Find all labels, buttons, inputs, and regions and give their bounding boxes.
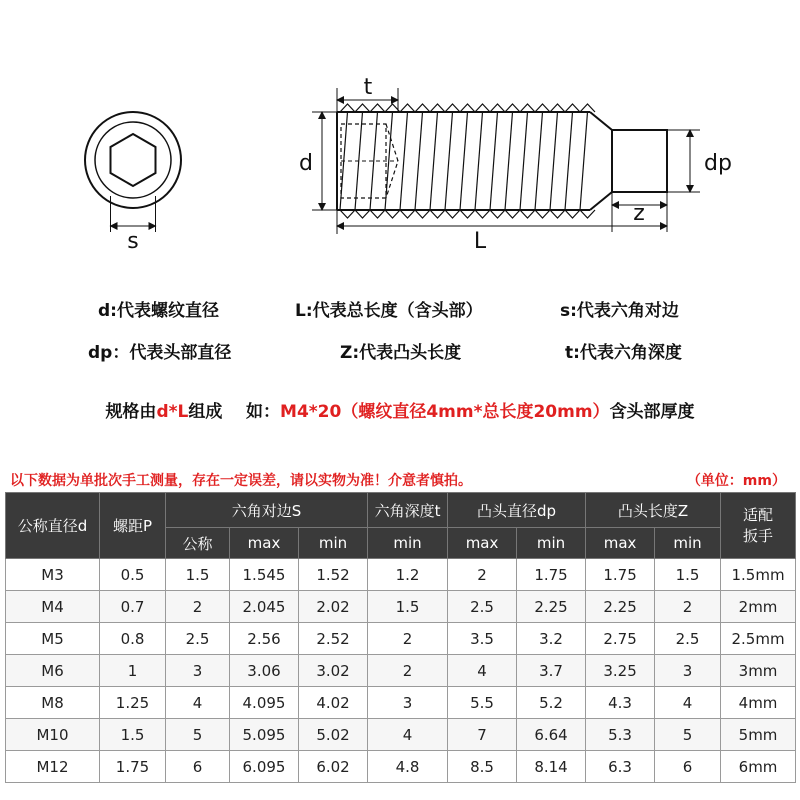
spec-example: M4*20（螺纹直径4mm*总长度20mm） [280, 402, 610, 422]
label-z: z [633, 201, 645, 226]
table-cell: 5.5 [448, 687, 517, 719]
spec-middle: 组成 如： [188, 402, 281, 422]
table-cell: 2 [448, 559, 517, 591]
table-cell: 2.5 [448, 591, 517, 623]
table-cell: 4 [655, 687, 721, 719]
legend-s: s:代表六角对边 [560, 301, 679, 321]
label-t: t [363, 75, 373, 100]
label-dp: dp [704, 151, 732, 176]
table-cell: 4.095 [230, 687, 299, 719]
side-view [299, 75, 732, 254]
header-pitch: 螺距P [100, 493, 166, 559]
spec-table [5, 492, 796, 783]
table-row [6, 655, 796, 687]
hex-socket-shape [111, 134, 156, 186]
table-cell: 1.52 [299, 559, 368, 591]
table-cell: 3.02 [299, 655, 368, 687]
table-cell: 6mm [721, 751, 796, 783]
table-cell: 1.25 [100, 687, 166, 719]
table-cell: 2.5 [655, 623, 721, 655]
table-cell: 2 [166, 591, 230, 623]
table-cell: M12 [6, 751, 100, 783]
table-cell: 2.5mm [721, 623, 796, 655]
subheader-7: min [655, 528, 721, 559]
table-cell: 3 [166, 655, 230, 687]
table-cell: 2.5 [166, 623, 230, 655]
table-cell: 2.25 [517, 591, 586, 623]
table-cell: M6 [6, 655, 100, 687]
set-screw-drawing [0, 0, 800, 270]
table-cell: 1.75 [586, 559, 655, 591]
table-cell: 5 [655, 719, 721, 751]
label-L: L [473, 229, 487, 254]
table-cell: 5.2 [517, 687, 586, 719]
header-hex-depth: 六角深度t [368, 493, 448, 528]
table-cell: 5.3 [586, 719, 655, 751]
table-cell: 3 [368, 687, 448, 719]
spec-formula: d*L [156, 402, 189, 422]
header-hex-across-flats: 六角对边S [166, 493, 368, 528]
table-cell: 6.64 [517, 719, 586, 751]
legend-t: t:代表六角深度 [565, 343, 682, 363]
table-cell: 6 [166, 751, 230, 783]
table-row [6, 559, 796, 591]
table-cell: 6 [655, 751, 721, 783]
table-row [6, 751, 796, 783]
subheader-0: 公称 [166, 528, 230, 559]
table-cell: 4 [166, 687, 230, 719]
table-cell: 3.7 [517, 655, 586, 687]
subheader-4: max [448, 528, 517, 559]
table-cell: 3.06 [230, 655, 299, 687]
table-cell: 1.5 [368, 591, 448, 623]
unit-label: （单位：mm） [686, 473, 786, 489]
table-cell: M10 [6, 719, 100, 751]
table-cell: 3.2 [517, 623, 586, 655]
spec-prefix: 规格由 [105, 402, 157, 422]
table-cell: 1.5mm [721, 559, 796, 591]
subheader-3: min [368, 528, 448, 559]
table-cell: 3 [655, 655, 721, 687]
label-s: s [127, 229, 139, 254]
table-cell: 0.8 [100, 623, 166, 655]
table-row [6, 687, 796, 719]
table-cell: 0.5 [100, 559, 166, 591]
subheader-6: max [586, 528, 655, 559]
table-cell: 2.52 [299, 623, 368, 655]
table-cell: 2 [368, 623, 448, 655]
table-row [6, 719, 796, 751]
table-cell: 2 [655, 591, 721, 623]
table-cell: 2.25 [586, 591, 655, 623]
table-cell: 4.02 [299, 687, 368, 719]
header-dog-point-length: 凸头长度Z [586, 493, 721, 528]
table-cell: 0.7 [100, 591, 166, 623]
table-cell: 8.14 [517, 751, 586, 783]
table-cell: 1.75 [517, 559, 586, 591]
table-cell: 1.545 [230, 559, 299, 591]
table-cell: 2.56 [230, 623, 299, 655]
table-cell: 6.02 [299, 751, 368, 783]
header-nominal-diameter: 公称直径d [6, 493, 100, 559]
table-cell: 6.3 [586, 751, 655, 783]
table-cell: 8.5 [448, 751, 517, 783]
table-cell: M8 [6, 687, 100, 719]
spec-suffix: 含头部厚度 [609, 402, 695, 422]
table-row [6, 591, 796, 623]
table-cell: M3 [6, 559, 100, 591]
end-view [85, 112, 181, 254]
table-cell: 4 [368, 719, 448, 751]
table-cell: 1.5 [100, 719, 166, 751]
table-cell: 7 [448, 719, 517, 751]
table-cell: 4 [448, 655, 517, 687]
table-cell: M4 [6, 591, 100, 623]
table-cell: M5 [6, 623, 100, 655]
subheader-1: max [230, 528, 299, 559]
header-dog-point-diameter: 凸头直径dp [448, 493, 586, 528]
subheader-5: min [517, 528, 586, 559]
header-wrench: 适配扳手 [721, 493, 796, 559]
table-cell: 5mm [721, 719, 796, 751]
table-cell: 2.02 [299, 591, 368, 623]
label-d: d [299, 151, 313, 176]
table-cell: 1.75 [100, 751, 166, 783]
spec-line [0, 397, 800, 422]
table-cell: 1 [100, 655, 166, 687]
subheader-2: min [299, 528, 368, 559]
table-cell: 2mm [721, 591, 796, 623]
table-cell: 3mm [721, 655, 796, 687]
legend-L: L:代表总长度（含头部） [295, 301, 483, 321]
table-cell: 2 [368, 655, 448, 687]
table-cell: 5.02 [299, 719, 368, 751]
table-cell: 5 [166, 719, 230, 751]
table-cell: 2.045 [230, 591, 299, 623]
table-cell: 1.2 [368, 559, 448, 591]
legend-Z: Z:代表凸头长度 [340, 343, 462, 363]
table-cell: 4.8 [368, 751, 448, 783]
table-row [6, 623, 796, 655]
table-cell: 1.5 [166, 559, 230, 591]
table-cell: 3.25 [586, 655, 655, 687]
table-cell: 1.5 [655, 559, 721, 591]
table-cell: 4mm [721, 687, 796, 719]
legend-dp: dp：代表头部直径 [88, 343, 232, 363]
table-cell: 4.3 [586, 687, 655, 719]
table-cell: 3.5 [448, 623, 517, 655]
table-cell: 2.75 [586, 623, 655, 655]
table-cell: 5.095 [230, 719, 299, 751]
table-cell: 6.095 [230, 751, 299, 783]
measurement-notice: 以下数据为单批次手工测量，存在一定误差，请以实物为准！介意者慎拍。 [10, 473, 472, 489]
legend-d: d:代表螺纹直径 [98, 301, 219, 321]
